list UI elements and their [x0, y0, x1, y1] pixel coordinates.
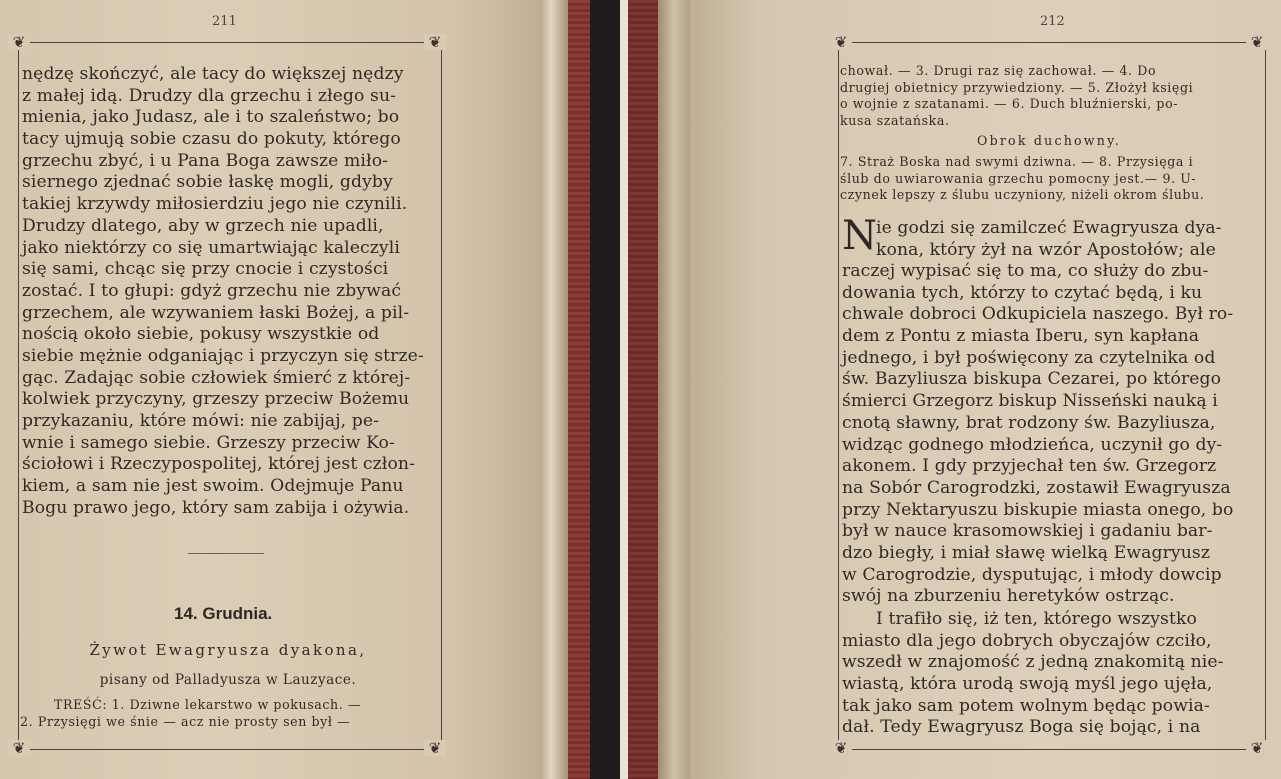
divider	[188, 553, 264, 554]
chapter-author: pisany od Palladyusza w Lauzyace.	[99, 672, 357, 688]
text-line: był w nauce krasomowskiej i gadaniu bar-	[842, 521, 1213, 542]
body-text	[876, 218, 1256, 261]
text-line: kiem, a sam nie jest swoim. Odejmuje Panu	[22, 476, 404, 497]
text-line: grzechem, ale wzywaniem łaski Bożej, a pil-	[22, 302, 410, 323]
text-line: się sami, chcąc się przy cnocie i czystości	[22, 259, 389, 280]
text-line: swój na zburzeniu heretyków ostrząc.	[842, 586, 1175, 607]
text-line: dowania tych, którzy to czytać będą, i ku	[842, 282, 1203, 303]
binding-edge	[568, 0, 590, 779]
text-line: ślub do uwiarowania grzechu pomocny jest.— 9. U-	[840, 170, 1197, 186]
spine-highlight	[620, 0, 628, 779]
text-line: Drudzy dlatego, aby w grzech nie upadli,	[22, 215, 384, 236]
page-edges	[658, 0, 690, 779]
text-line: siernego zjednać sobie łaskę mogli, gdyby	[22, 172, 393, 193]
fleuron-icon: ❦	[8, 740, 30, 756]
fleuron-icon: ❦	[1246, 740, 1268, 756]
summary-text	[20, 697, 436, 730]
summary-subheading: Obrok duchowny.	[977, 133, 1121, 148]
text-line: nędzę skończyć, ale tacy do większej nędzy	[22, 64, 404, 84]
text-line: I trafiło się, iż ten, którego wszystko	[876, 609, 1197, 629]
text-line: chował. — 3. Drugi raz się zachował. — 4. Do	[840, 63, 1157, 78]
drop-cap: N	[842, 213, 877, 259]
binding-edge	[628, 0, 658, 779]
chapter-heading: 14. Grudnia.	[174, 604, 273, 623]
text-line: mienia, jako Judasz, ale i to szaleństwo; bo	[22, 107, 400, 128]
text-line: akonem. I gdy przyjechał ten św. Grzegorz	[842, 456, 1217, 477]
text-line: nością około siebie, pokusy wszystkie od	[22, 324, 380, 345]
fleuron-icon: ❦	[8, 34, 30, 50]
text-line: tacy ujmują sobie czasu do pokuty, którego	[22, 129, 401, 150]
text-line: wiastą, która urodą swoją myśl jego ujęła,	[842, 674, 1213, 695]
text-line: przykazaniu, które mówi: nie zabijaj, pe-	[22, 411, 380, 431]
text-line: 7. Straż Boska nad swymi dziwna. — 8. Przysięga i	[840, 154, 1194, 169]
text-line: przy Nektaryuszu biskupie miasta onego, bo	[842, 499, 1234, 520]
body-text	[842, 261, 1256, 608]
chapter-title: Żywot Ewagryusza dyakona,	[89, 641, 367, 659]
fleuron-icon: ❦	[424, 740, 446, 756]
page-number: 212	[1040, 14, 1065, 29]
text-line: wszedł w znajomość z jedną znakomitą nie-	[842, 652, 1224, 673]
text-line: grzechu zbyć, i u Pana Boga zawsze miło-	[22, 150, 389, 171]
text-line: kolwiek przyczyny, grzeszy przeciw Bożemu	[22, 389, 410, 410]
text-line: drugiej obietnicy przywiedziony. — 5. Złożył księgi	[840, 79, 1194, 95]
text-line: ściołowi i Rzeczypospolitej, której jest człon-	[22, 454, 415, 475]
left-page	[0, 0, 540, 779]
text-line: miasto dla jego dobrych obyczajów czciło,	[842, 630, 1212, 651]
text-line: dał. Tedy Ewagryusz Boga się bojąc, i na	[842, 717, 1201, 738]
summary-text	[840, 63, 1258, 129]
text-line: w Carogrodzie, dysputując, i młody dowcip	[842, 564, 1222, 585]
text-line: z małej idą. Drudzy dla grzechu i złego su-	[22, 85, 397, 106]
text-line: o wojnie z szatanami. — 6. Duch bluźnierski, po-	[840, 96, 1179, 112]
text-line: jednego, i był poświęcony za czytelnika od	[842, 347, 1216, 368]
text-line: śmierci Grzegorz biskup Nisseński nauką i	[842, 391, 1218, 412]
body-text	[22, 64, 434, 519]
fleuron-icon: ❦	[1246, 34, 1268, 50]
text-line: dem z Pontu z miasta Iberu, syn kapłana	[842, 326, 1200, 347]
text-line: raczej wypisać się to ma, co służy do zbu-	[842, 261, 1209, 281]
body-text	[842, 609, 1256, 739]
text-line: dzo biegły, i miał sławę wielką Ewagryusz	[842, 542, 1210, 563]
page-number: 211	[212, 14, 237, 29]
text-line: gąc. Zadając sobie człowiek śmierć z której-	[22, 367, 411, 388]
text-line: św. Bazyliusza biskupa Cezarei, po którego	[842, 369, 1222, 390]
text-line: takiej krzywdy miłosierdziu jego nie czynili.	[22, 194, 408, 215]
text-line: widząc godnego młodzieńca, uczynił go dy-	[842, 434, 1223, 455]
text-line: cnotą sławny, brat rodzony św. Bazyliusza,	[842, 412, 1216, 433]
text-line: 2. Przysięgi we śnie — acz nie prosty sen był —	[20, 713, 351, 729]
text-line: tak jako sam potem wolnym będąc powia-	[842, 695, 1210, 716]
text-line: czynek lepszy z ślubu uczyniony, niżeli okrom ślubu.	[840, 187, 1205, 203]
text-line: siebie mężnie odganiając i przyczyn się strze-	[22, 345, 424, 366]
text-line: TREŚĆ: 1. Dziwne lekarstwo w pokusach. —	[54, 697, 362, 712]
text-line: zostać. I to głupi: gdyż grzechu nie zbywać	[22, 280, 402, 301]
fleuron-icon: ❦	[830, 34, 852, 50]
right-page	[690, 0, 1281, 779]
text-line: kusa szatańska.	[840, 112, 950, 128]
text-line: wnie i samego siebie. Grzeszy przeciw Ko-	[22, 432, 395, 453]
fleuron-icon: ❦	[830, 740, 852, 756]
text-line: na Sobór Carogrodzki, zostawił Ewagryusza	[842, 477, 1231, 498]
text-line: kona, który żył na wzór Apostołów; ale	[876, 239, 1216, 260]
fleuron-icon: ❦	[424, 34, 446, 50]
summary-text	[840, 154, 1258, 204]
text-line: ie godzi się zamilczeć Ewagryusza dya-	[876, 218, 1222, 238]
text-line: jako niektórzy co się umartwiając kaleczyli	[22, 237, 400, 258]
text-line: Bogu prawo jego, który sam zabija i ożywia.	[22, 497, 410, 518]
spine-shadow	[590, 0, 620, 779]
page-edges	[540, 0, 568, 779]
text-line: chwale dobroci Odkupiciela naszego. Był ro-	[842, 304, 1234, 325]
